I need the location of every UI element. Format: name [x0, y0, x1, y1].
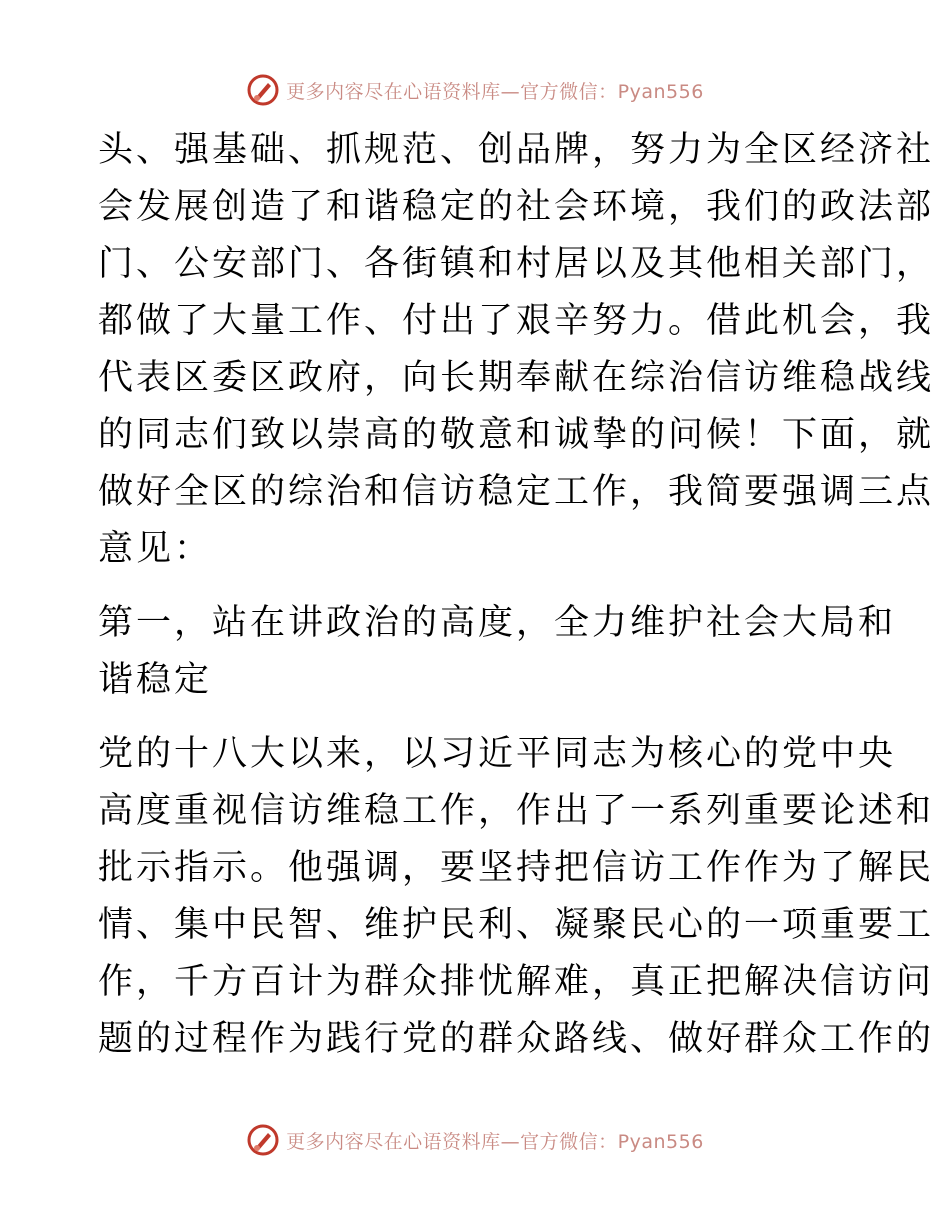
text-line: 的同志们致以崇高的敬意和诚挚的问候！下面，就	[98, 415, 935, 455]
text-line: 门、公安部门、各街镇和村居以及其他相关部门，	[98, 244, 935, 284]
text-line: 意见：	[98, 529, 213, 569]
text-line: 题的过程作为践行党的群众路线、做好群众工作的	[98, 1019, 935, 1059]
watermark-text: 更多内容尽在心语资料库—官方微信：Pyan556	[286, 1130, 704, 1153]
text-line: 都做了大量工作、付出了艰辛努力。借此机会，我	[98, 301, 935, 341]
text-line: 代表区委区政府，向长期奉献在综治信访维稳战线	[98, 358, 935, 398]
text-line: 头、强基础、抓规范、创品牌，努力为全区经济社	[98, 130, 935, 170]
brush-logo-icon	[246, 1123, 280, 1157]
text-line: 批示指示。他强调，要坚持把信访工作作为了解民	[98, 848, 935, 888]
footer-watermark	[0, 1120, 950, 1160]
paragraph	[98, 122, 935, 578]
text-line: 会发展创造了和谐稳定的社会环境，我们的政法部	[98, 187, 935, 227]
text-line: 党的十八大以来，以习近平同志为核心的党中央	[98, 734, 897, 774]
brush-logo-icon	[246, 73, 280, 107]
text-line: 高度重视信访维稳工作，作出了一系列重要论述和	[98, 791, 935, 831]
paragraph	[98, 726, 935, 1068]
text-line: 作，千方百计为群众排忧解难，真正把解决信访问	[98, 962, 935, 1002]
text-line: 第一，站在讲政治的高度，全力维护社会大局和	[98, 603, 897, 643]
watermark-text: 更多内容尽在心语资料库—官方微信：Pyan556	[286, 80, 704, 103]
document-body	[98, 122, 935, 1068]
header-watermark	[0, 70, 950, 110]
text-line: 谐稳定	[98, 660, 213, 700]
text-line: 情、集中民智、维护民利、凝聚民心的一项重要工	[98, 905, 935, 945]
section-heading	[98, 595, 897, 709]
text-line: 做好全区的综治和信访稳定工作，我简要强调三点	[98, 472, 935, 512]
